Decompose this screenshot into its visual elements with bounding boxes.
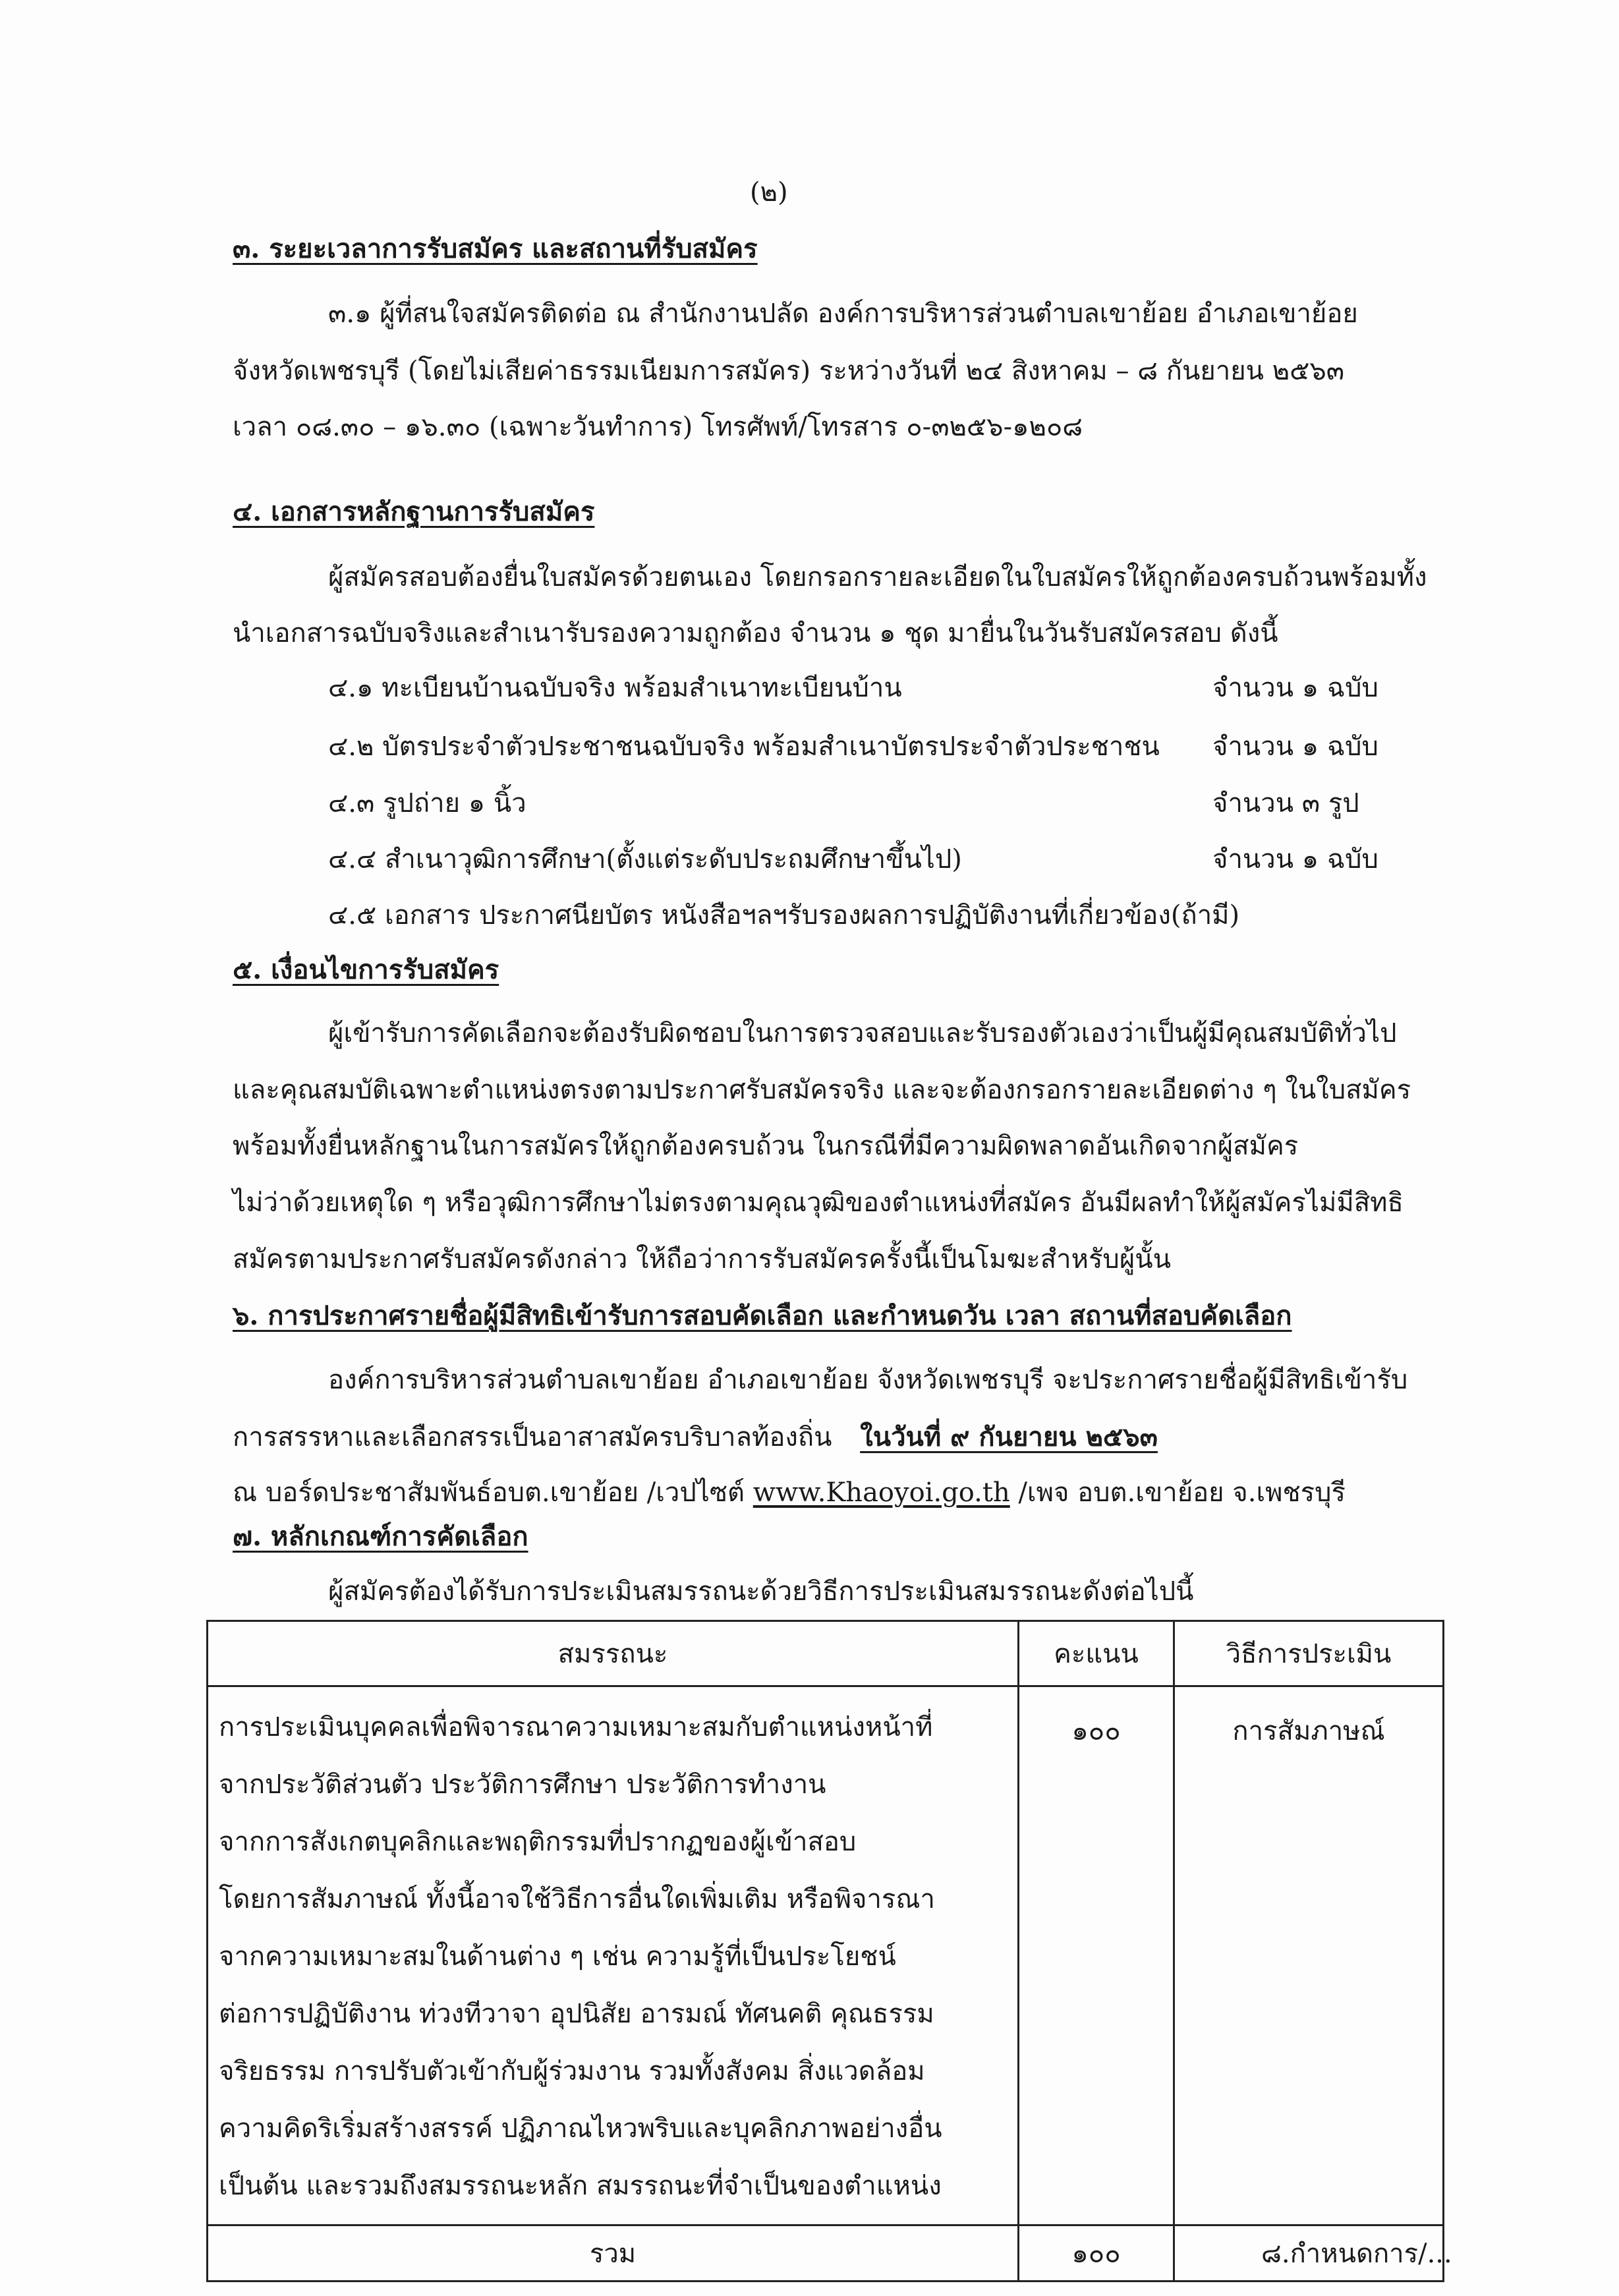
section-5-line: ไม่ว่าด้วยเหตุใด ๆ หรือวุฒิการศึกษาไม่ตรงตามคุณวุฒิของตำแหน่งที่สมัคร อันมีผลทำให้ผู้สมัครไม่มีสิทธิ: [233, 1188, 1404, 1218]
table-header-row: [208, 1621, 1444, 1686]
document-item: ๔.๒ บัตรประจำตัวประชาชนฉบับจริง พร้อมสำเนาบัตรประจำตัวประชาชน: [328, 732, 1160, 762]
section-6-line-prefix: ณ บอร์ดประชาสัมพันธ์อบต.เขาย้อย /เวปไซต์: [233, 1478, 745, 1508]
description-line: การประเมินบุคคลเพื่อพิจารณาความเหมาะสมกับตำแหน่งหน้าที่: [219, 1712, 933, 1742]
document-item: ๔.๑ ทะเบียนบ้านฉบับจริง พร้อมสำเนาทะเบียนบ้าน: [328, 673, 902, 703]
document-item-qty: จำนวน ๓ รูป: [1212, 788, 1359, 818]
section-6-line: องค์การบริหารส่วนตำบลเขาย้อย อำเภอเขาย้อย จังหวัดเพชรบุรี จะประกาศรายชื่อผู้มีสิทธิเข้ารับ: [328, 1365, 1408, 1395]
section-5-line: สมัครตามประกาศรับสมัครดังกล่าว ให้ถือว่าการรับสมัครครั้งนี้เป็นโมฆะสำหรับผู้นั้น: [233, 1244, 1171, 1275]
header-competency: สมรรถนะ: [208, 1621, 1019, 1686]
description-line: โดยการสัมภาษณ์ ทั้งนี้อาจใช้วิธีการอื่นใดเพิ่มเติม หรือพิจารณา: [219, 1884, 935, 1914]
description-line: ต่อการปฏิบัติงาน ท่วงทีวาจา อุปนิสัย อารมณ์ ทัศนคติ คุณธรรม: [219, 1999, 934, 2029]
section-5-line: และคุณสมบัติเฉพาะตำแหน่งตรงตามประกาศรับสมัครจริง และจะต้องกรอกรายละเอียดต่าง ๆ ในใบสมัคร: [233, 1075, 1411, 1105]
total-label: รวม: [208, 2225, 1019, 2282]
page-number: (๒): [750, 177, 788, 208]
section-3-line: เวลา ๐๘.๓๐ – ๑๖.๓๐ (เฉพาะวันทำการ) โทรศัพท์/โทรสาร ๐-๓๒๕๖-๑๒๐๘: [233, 412, 1083, 442]
description-line: จากประวัติส่วนตัว ประวัติการศึกษา ประวัติการทำงาน: [219, 1769, 826, 1800]
document-item-qty: จำนวน ๑ ฉบับ: [1212, 732, 1378, 762]
section-7-intro: ผู้สมัครต้องได้รับการประเมินสมรรถนะด้วยวิธีการประเมินสมรรถนะดังต่อไปนี้: [328, 1576, 1194, 1607]
competency-description: [208, 1686, 1019, 2225]
section-5-line: พร้อมทั้งยื่นหลักฐานในการสมัครให้ถูกต้องครบถ้วน ในกรณีที่มีความผิดพลาดอันเกิดจากผู้สมัคร: [233, 1131, 1299, 1161]
document-item-qty: จำนวน ๑ ฉบับ: [1212, 844, 1378, 875]
announcement-date: ในวันที่ ๙ กันยายน ๒๕๖๓: [860, 1421, 1158, 1452]
section-4-heading: ๔. เอกสารหลักฐานการรับสมัคร: [233, 496, 595, 527]
competency-table: [206, 1620, 1444, 2282]
website-link[interactable]: www.Khaoyoi.go.th: [753, 1478, 1010, 1508]
section-4-intro: ผู้สมัครสอบต้องยื่นใบสมัครด้วยตนเอง โดยกรอกรายละเอียดในใบสมัครให้ถูกต้องครบถ้วนพร้อมทั้ง: [328, 562, 1427, 592]
section-3-line: ๓.๑ ผู้ที่สนใจสมัครติดต่อ ณ สำนักงานปลัด องค์การบริหารส่วนตำบลเขาย้อย อำเภอเขาย้อย: [328, 299, 1358, 329]
section-6-line-prefix: การสรรหาและเลือกสรรเป็นอาสาสมัครบริบาลท้องถิ่น: [233, 1422, 832, 1452]
section-5-heading: ๕. เงื่อนไขการรับสมัคร: [233, 954, 499, 985]
score-cell: ๑๐๐: [1019, 1686, 1174, 2225]
table-total-row: [208, 2225, 1444, 2282]
header-score: คะแนน: [1019, 1621, 1174, 1686]
table-row: [208, 1686, 1444, 2225]
method-cell: การสัมภาษณ์: [1174, 1686, 1444, 2225]
description-line: จากความเหมาะสมในด้านต่าง ๆ เช่น ความรู้ที่เป็นประโยชน์: [219, 1941, 896, 1972]
section-5-line: ผู้เข้ารับการคัดเลือกจะต้องรับผิดชอบในการตรวจสอบและรับรองตัวเองว่าเป็นผู้มีคุณสมบัติทั่วไป: [328, 1018, 1397, 1048]
section-4-intro: นำเอกสารฉบับจริงและสำเนารับรองความถูกต้อง จำนวน ๑ ชุด มายื่นในวันรับสมัครสอบ ดังนี้: [233, 618, 1278, 648]
section-6-line: [233, 1479, 1346, 1506]
section-3-heading: ๓. ระยะเวลาการรับสมัคร และสถานที่รับสมัคร: [233, 233, 758, 264]
section-7-heading: ๗. หลักเกณฑ์การคัดเลือก: [233, 1521, 528, 1552]
total-score: ๑๐๐: [1019, 2225, 1174, 2282]
description-line: ความคิดริเริ่มสร้างสรรค์ ปฏิภาณไหวพริบและบุคลิกภาพอย่างอื่น: [219, 2113, 942, 2144]
document-item: ๔.๕ เอกสาร ประกาศนียบัตร หนังสือฯลฯรับรองผลการปฏิบัติงานที่เกี่ยวข้อง(ถ้ามี): [328, 900, 1240, 931]
section-6-heading: ๖. การประกาศรายชื่อผู้มีสิทธิเข้ารับการสอบคัดเลือก และกำหนดวัน เวลา สถานที่สอบคัดเลือก: [233, 1300, 1292, 1331]
section-6-line: [233, 1421, 1158, 1452]
document-item-qty: จำนวน ๑ ฉบับ: [1212, 673, 1378, 703]
header-method: วิธีการประเมิน: [1174, 1621, 1444, 1686]
document-item: ๔.๔ สำเนาวุฒิการศึกษา(ตั้งแต่ระดับประถมศึกษาขึ้นไป): [328, 844, 962, 875]
description-line: จริยธรรม การปรับตัวเข้ากับผู้ร่วมงาน รวมทั้งสังคม สิ่งแวดล้อม: [219, 2056, 925, 2086]
section-3-line: จังหวัดเพชรบุรี (โดยไม่เสียค่าธรรมเนียมการสมัคร) ระหว่างวันที่ ๒๔ สิงหาคม – ๘ กันยายน ๒๕๖๓: [233, 356, 1345, 386]
description-line: เป็นต้น และรวมถึงสมรรถนะหลัก สมรรถนะที่จำเป็นของตำแหน่ง: [219, 2171, 942, 2201]
description-line: จากการสังเกตบุคลิกและพฤติกรรมที่ปรากฏของผู้เข้าสอบ: [219, 1827, 857, 1857]
section-6-line-suffix: /เพจ อบต.เขาย้อย จ.เพชรบุรี: [1018, 1478, 1346, 1508]
document-item: ๔.๓ รูปถ่าย ๑ นิ้ว: [328, 788, 526, 818]
footer-continuation: ๘.กำหนดการ/...: [1261, 2239, 1452, 2269]
